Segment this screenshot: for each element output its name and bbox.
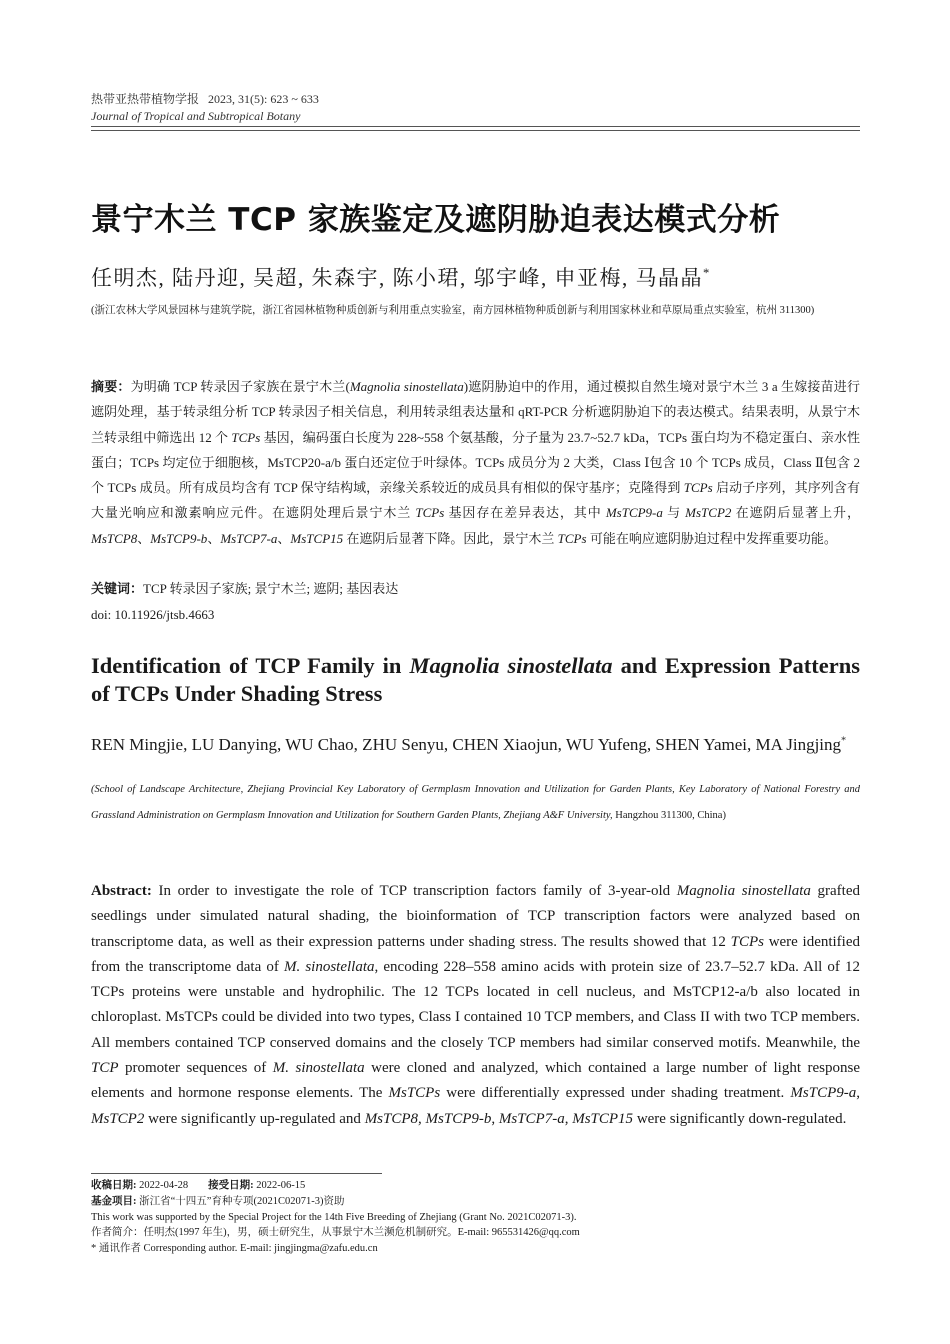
keywords-zh [91, 577, 860, 601]
abstract-en-text: , [418, 1110, 426, 1127]
title-zh: 景宁木兰 TCP 家族鉴定及遮阴胁迫表达模式分析 [91, 202, 781, 238]
gene-name: TCPs [231, 429, 261, 445]
fund-line [91, 1194, 891, 1210]
keywords-label: 关键词： [91, 581, 144, 596]
gene-name: MsTCP7-a [498, 1110, 565, 1127]
gene-name: MsTCP2 [91, 1110, 145, 1127]
species-name: M. sinostellata [272, 1060, 365, 1077]
affiliation-zh: (浙江农林大学风景园林与建筑学院，浙江省园林植物种质创新与利用重点实验室，南方园林植物种质创新与利用国家林业和草原局重点实验室，杭州 311300) [91, 305, 815, 316]
gene-name: MsTCP15 [290, 530, 344, 546]
affiliation-en-text: (School of Landscape Architecture, Zhejiang Provincial Key Laboratory of Germplasm Innovation and Utilization for Garden Plants, Key Laboratory of National Forestry and Grassland Administration on Germplasm Innovation and Utilization for Southern Garden Plants, Zhejiang A&F University, [91, 784, 860, 821]
title-en [91, 652, 860, 708]
running-header [91, 91, 319, 125]
keywords-text: TCP 转录因子家族; 景宁木兰; 遮阴; 基因表达 [143, 581, 399, 596]
fund-text: 浙江省“十四五”育种专项(2021C02071-3)资助 [136, 1195, 345, 1207]
authors-en-names: REN Mingjie, LU Danying, WU Chao, ZHU Senyu, CHEN Xiaojun, WU Yufeng, SHEN Yamei, MA Jingjing [91, 735, 842, 754]
abstract-zh-text: 基因存在差异表达，其中 [444, 505, 606, 521]
authors-zh [91, 262, 711, 292]
gene-name: TCP [91, 1060, 119, 1077]
fund-en-line: This work was supported by the Special Project for the 14th Five Breeding of Zhejiang (Grant No. 2021C02071-3). [91, 1211, 577, 1223]
abstract-en-text: were cloned and analyzed, which contained a large number of light response elements and hormone response elements. The [91, 1060, 860, 1102]
gene-name: MsTCP8 [91, 530, 138, 546]
gene-name: MsTCP9-a [790, 1085, 857, 1102]
affiliation-en-city: Hangzhou 311300, China) [615, 809, 726, 821]
abstract-en-text: , [856, 1085, 861, 1102]
footnote-rule [91, 1173, 382, 1174]
gene-name: MsTCP9-b [150, 530, 208, 546]
species-name: M. sinostellata [283, 958, 375, 975]
abstract-zh-text: 在遮阴后显著下降。因此，景宁木兰 [343, 530, 558, 546]
gene-name: MsTCP2 [685, 505, 732, 521]
received-date: 2022-04-28 [136, 1180, 189, 1191]
gene-name: MsTCP9-a [605, 505, 663, 521]
species-name: Magnolia sinostellata [409, 653, 613, 678]
footnotes [91, 1178, 891, 1257]
separator: 、 [207, 530, 221, 546]
abstract-zh-text: )遮阴胁迫中的作用，通过模拟自然生境对景宁木兰 3 a 生嫁接苗进行遮阴处理，基于转录组分析 TCP 转录因子相关信息，利用转录组表达量和 qRT-PCR 分析遮阴胁迫下的表达模式。结果表明，从景宁木兰转录组中筛选出 12 个 [91, 379, 860, 445]
abstract-zh-text: 为明确 TCP 转录因子家族在景宁木兰( [130, 379, 350, 394]
abstract-en-label: Abstract: [91, 883, 152, 899]
gene-name: TCPs [415, 505, 445, 521]
received-label: 收稿日期: [91, 1180, 137, 1191]
abstract-en [91, 879, 860, 1132]
title-en-text: and Expression Patterns of TCPs Under Shading Stress [91, 653, 860, 706]
gene-name: TCPs [730, 933, 764, 950]
gene-name: MsTCPs [388, 1085, 441, 1102]
title-en-text: Identification of TCP Family in [91, 653, 410, 678]
abstract-zh [91, 374, 860, 551]
species-name: Magnolia sinostellata [349, 379, 464, 394]
dates-line [91, 1178, 891, 1194]
abstract-en-text: were significantly up-regulated and [144, 1110, 365, 1127]
abstract-en-text: were differentially expressed under shading treatment. [440, 1085, 791, 1102]
abstract-en-text: , encoding 228–558 amino acids with protein size of 23.7–52.7 kDa. All of 12 TCPs proteins were unstable and hydrophilic. The 12 TCPs located in cell nucleus, and MsTCP12-a/b also located in chloroplast. MsTCPs could be divided into two types, Class I contained 10 TCP members, and Class II with two TCP members. All members contained TCP conserved domains and the closely TCP members had similar conserved motifs. Meanwhile, the [91, 958, 861, 1051]
abstract-en-text: were significantly down-regulated. [633, 1110, 847, 1127]
gene-name: TCPs [683, 480, 713, 496]
abstract-en-text: were identified from the transcriptome data of [91, 933, 861, 975]
header-rule-top [91, 126, 860, 127]
abstract-zh-text: 在遮阴后显著上升， [731, 505, 860, 521]
abstract-en-text: promoter sequences of [118, 1060, 273, 1077]
species-name: Magnolia sinostellata [676, 883, 811, 899]
abstract-zh-text: 可能在响应遮阴胁迫过程中发挥重要功能。 [586, 530, 837, 546]
header-rule-bottom [91, 130, 860, 131]
abstract-zh-text: 与 [662, 505, 686, 521]
gene-name: MsTCP7-a [220, 530, 278, 546]
abstract-zh-label: 摘要： [91, 379, 131, 394]
authors-en [91, 733, 860, 757]
abstract-en-text: , [564, 1110, 573, 1127]
affiliation-en [91, 777, 860, 828]
accepted-date: 2022-06-15 [253, 1180, 306, 1191]
abstract-zh-text: 基因，编码蛋白长度为 228~558 个氨基酸，分子量为 23.7~52.7 kDa，TCPs 蛋白均为不稳定蛋白、亲水性蛋白；TCPs 均定位于细胞核，MsTCP20-a/b 蛋白还定位于叶绿体。TCPs 成员分为 2 大类，Class Ⅰ包含 10 个 TCPs 成员，Class Ⅱ包含 2 个 TCPs 成员。所有成员均含有 TCP 保守结构域，亲缘关系较近的成员具有相似的保守基序；克隆得到 [91, 429, 860, 496]
corresponding-line: * 通讯作者 Corresponding author. E-mail: jingjingma@zafu.edu.cn [91, 1243, 378, 1255]
abstract-en-text: grafted seedlings under simulated natural shading, the bioinformation of TCP transcription factors were analyzed based on transcriptome data, as well as their expression patterns under shading stress. The results showed that 12 [91, 883, 860, 950]
accepted-label: 接受日期: [208, 1180, 254, 1191]
gene-name: MsTCP8 [364, 1110, 419, 1127]
journal-name-en: Journal of Tropical and Subtropical Botany [91, 109, 301, 123]
citation: 2023, 31(5): 623 ~ 633 [208, 92, 319, 106]
separator: 、 [137, 530, 151, 546]
journal-name-zh: 热带亚热带植物学报 [91, 92, 200, 106]
fund-label: 基金项目: [91, 1195, 137, 1207]
abstract-zh-text: 启动子序列，其序列含有大量光响应和激素响应元件。在遮阴处理后景宁木兰 [91, 480, 860, 521]
abstract-en-text: In order to investigate the role of TCP transcription factors family of 3-year-old [151, 883, 677, 899]
gene-name: TCPs [557, 530, 587, 546]
corresponding-mark-en: * [841, 735, 847, 747]
gene-name: MsTCP15 [572, 1110, 634, 1127]
author-info-line: 作者简介：任明杰(1997 年生)，男，硕士研究生，从事景宁木兰濒危机制研究。E-mail: 965531426@qq.com [91, 1227, 580, 1239]
authors-zh-names: 任明杰, 陆丹迎, 吴超, 朱森宇, 陈小珺, 邬宇峰, 申亚梅, 马晶晶 [91, 266, 703, 290]
abstract-en-text: , [491, 1110, 499, 1127]
corresponding-mark-zh: * [703, 266, 711, 280]
separator: 、 [277, 530, 291, 546]
gene-name: MsTCP9-b [425, 1110, 492, 1127]
doi: doi: 10.11926/jtsb.4663 [91, 607, 215, 622]
